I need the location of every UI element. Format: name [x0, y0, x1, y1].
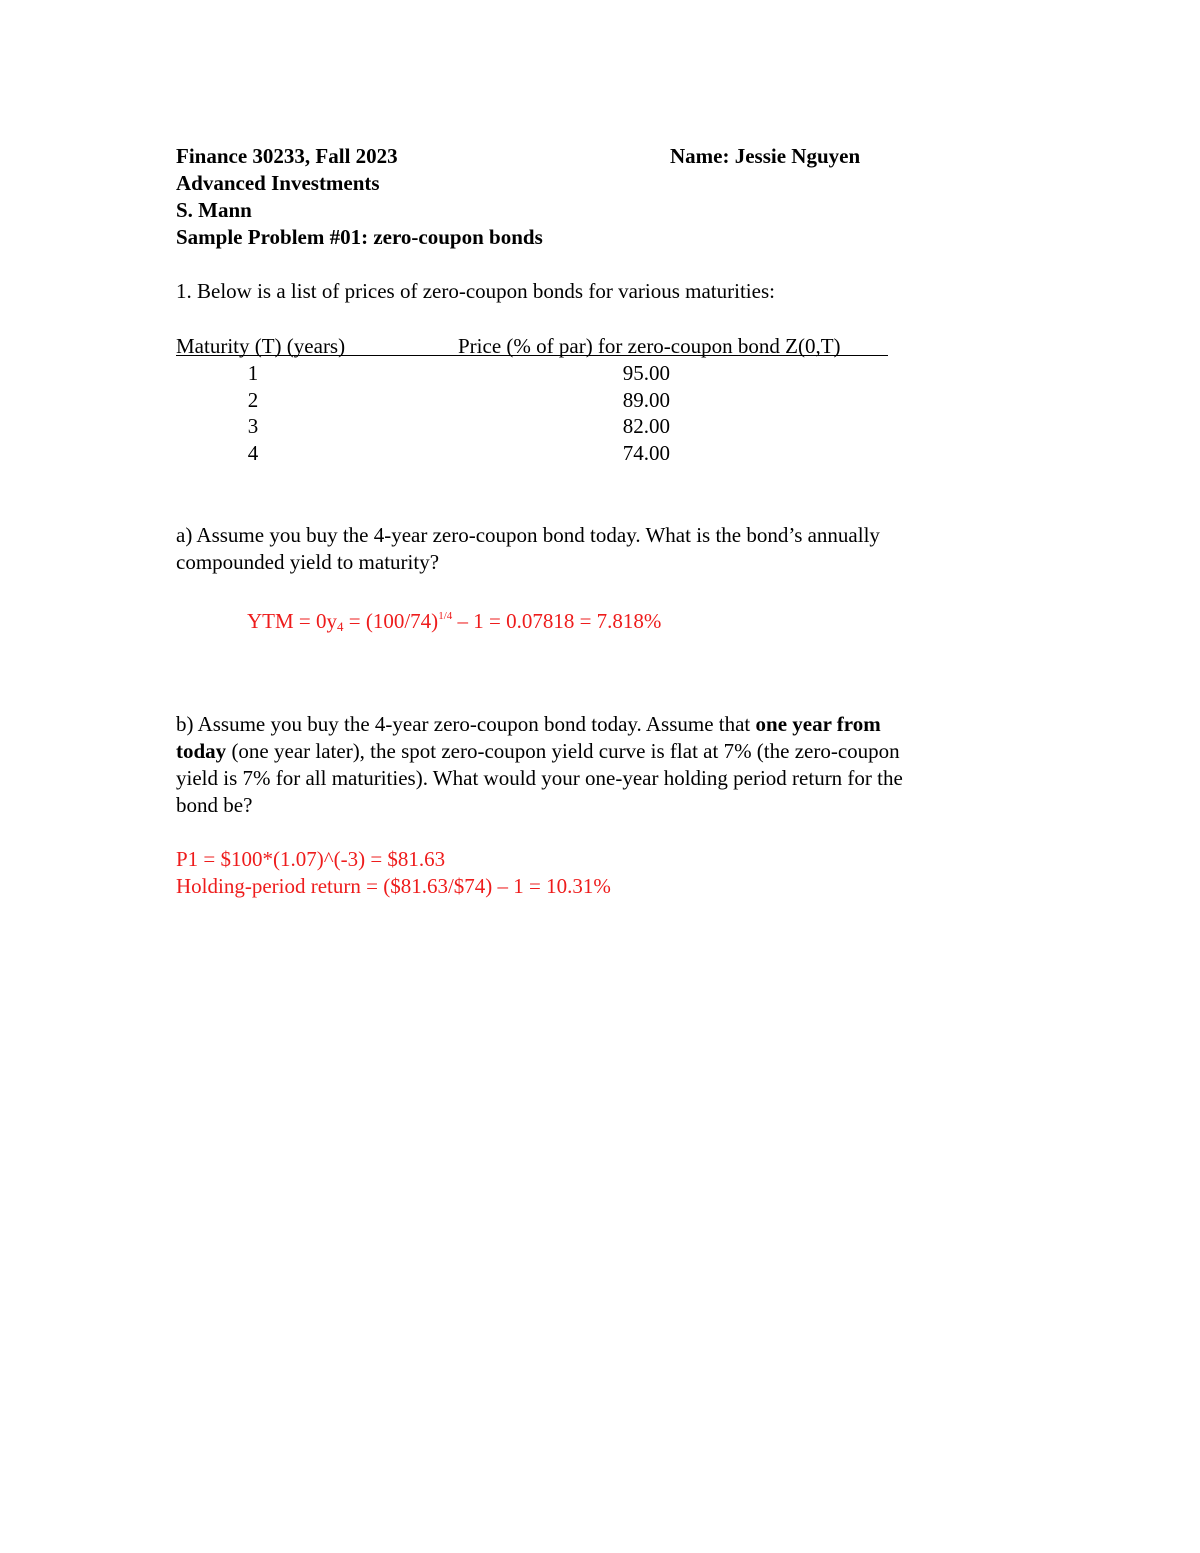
part-b-line-1-text: b) Assume you buy the 4-year zero-coupon bond today. Assume that	[176, 712, 756, 736]
part-a-answer-subscript: 4	[337, 619, 344, 634]
course-subtitle: Advanced Investments	[176, 171, 380, 195]
part-b-answer-return: Holding-period return = ($81.63/$74) – 1 = 10.31%	[176, 874, 611, 898]
part-b-question-line-3: yield is 7% for all maturities). What would your one-year holding period return for the	[176, 766, 903, 790]
part-a-question-line-1: a) Assume you buy the 4-year zero-coupon bond today. What is the bond’s annually	[176, 523, 880, 547]
column-header-maturity: Maturity (T) (years)	[176, 334, 346, 358]
column-header-price: Price (% of par) for zero-coupon bond Z(0,T)	[458, 334, 841, 358]
part-a-question-line-2: compounded yield to maturity?	[176, 550, 440, 574]
part-a-answer-prefix: YTM = 0y	[247, 609, 338, 633]
part-b-line-1-emphasis: one year from	[755, 712, 881, 736]
problem-title: Sample Problem #01: zero-coupon bonds	[176, 225, 543, 249]
part-b-answer-price: P1 = $100*(1.07)^(-3) = $81.63	[176, 847, 446, 871]
table-row-1-price: 95.00	[622, 361, 670, 385]
table-row-1-maturity: 1	[247, 361, 259, 385]
part-a-answer-mid: = (100/74)	[343, 609, 439, 633]
part-b-question-line-4: bond be?	[176, 793, 253, 817]
part-b-question-line-1	[176, 711, 881, 738]
table-row-2-maturity: 2	[247, 388, 259, 412]
question-1-prompt: 1. Below is a list of prices of zero-coupon bonds for various maturities:	[176, 279, 775, 303]
student-name: Name: Jessie Nguyen	[670, 144, 861, 168]
part-b-line-2-text: (one year later), the spot zero-coupon yield curve is flat at 7% (the zero-coupon	[226, 739, 900, 763]
table-row-4-price: 74.00	[622, 441, 670, 465]
part-a-answer	[247, 603, 661, 640]
part-b-line-2-emphasis: today	[176, 739, 227, 763]
course-title: Finance 30233, Fall 2023	[176, 144, 398, 168]
instructor: S. Mann	[176, 198, 252, 222]
table-row-4-maturity: 4	[247, 441, 259, 465]
part-a-answer-exponent: 1/4	[438, 610, 453, 622]
table-row-3-price: 82.00	[622, 414, 670, 438]
table-row-2-price: 89.00	[622, 388, 670, 412]
part-b-question-line-2	[176, 738, 900, 765]
part-a-answer-suffix: – 1 = 0.07818 = 7.818%	[452, 609, 662, 633]
header-underline	[176, 355, 888, 356]
table-row-3-maturity: 3	[247, 414, 259, 438]
